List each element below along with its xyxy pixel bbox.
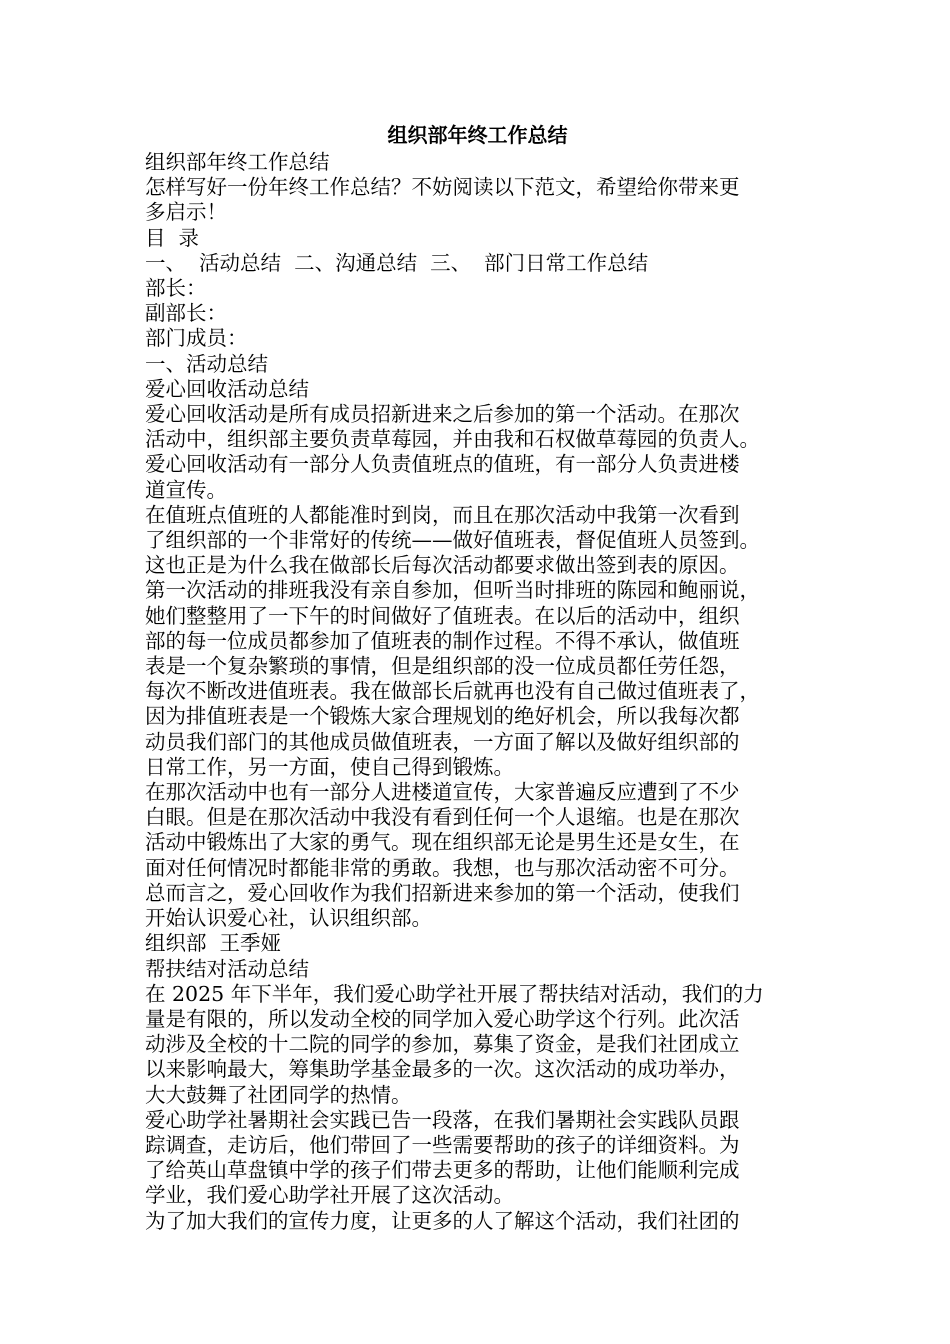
text-line: 每次不断改进值班表。我在做部长后就再也没有自己做过值班表了， [145,679,760,704]
text-line: 在那次活动中也有一部分人进楼道宣传，大家普遍反应遭到了不少 [145,780,740,805]
text-line: 为了加大我们的宣传力度，让更多的人了解这个活动，我们社团的 [145,1208,740,1233]
subsection-1-title: 爱心回收活动总结 [145,376,309,401]
paragraph-7 [145,1108,810,1209]
document-page [145,122,810,1234]
text-line: 在值班点值班的人都能准时到岗，而且在那次活动中我第一次看到 [145,502,740,527]
paragraph-3 [145,578,810,780]
text-line: 总而言之，爱心回收作为我们招新进来参加的第一个活动，使我们 [145,880,740,905]
role-minister: 部长： [145,276,207,301]
intro-paragraph [145,175,810,225]
text-line: 爱心回收活动有一部分人负责值班点的值班，有一部分人负责进楼 [145,452,740,477]
text-line: 日常工作，另一方面，使自己得到锻炼。 [145,754,514,779]
text-line: 爱心助学社暑期社会实践已告一段落，在我们暑期社会实践队员跟 [145,1107,740,1132]
text-line: 第一次活动的排班我没有亲自参加，但听当时排班的陈园和鲍丽说， [145,578,760,603]
text-line: 动涉及全校的十二院的同学的参加，募集了资金，是我们社团成立 [145,1032,740,1057]
paragraph-8 [145,1209,810,1234]
text-line: 以来影响最大，筹集助学基金最多的一次。这次活动的成功举办， [145,1057,740,1082]
text-line: 部的每一位成员都参加了值班表的制作过程。不得不承认，做值班 [145,628,740,653]
text-line: 因为排值班表是一个锻炼大家合理规划的绝好机会，所以我每次都 [145,704,740,729]
text-line: 多启示！ [145,200,227,225]
text-line: 了组织部的一个非常好的传统——做好值班表，督促值班人员签到。 [145,528,760,553]
text-line: 爱心回收活动是所有成员招新进来之后参加的第一个活动。在那次 [145,402,740,427]
document-heading: 组织部年终工作总结 [145,150,330,174]
text-line: 活动中，组织部主要负责草莓园，并由我和石权做草莓园的负责人。 [145,427,760,452]
text-line: 怎样写好一份年终工作总结？不妨阅读以下范文，希望给你带来更 [145,175,740,200]
text-line: 量是有限的，所以发动全校的同学加入爱心助学这个行列。此次活 [145,1006,740,1031]
paragraph-2 [145,503,810,579]
text-line: 面对任何情况时都能非常的勇敢。我想，也与那次活动密不可分。 [145,855,740,880]
document-title: 组织部年终工作总结 [387,123,568,147]
toc-items: 一、 活动总结 二、沟通总结 三、 部门日常工作总结 [145,250,649,275]
text-line: 了给英山草盘镇中学的孩子们带去更多的帮助，让他们能顺利完成 [145,1158,740,1183]
toc-label: 目 录 [145,225,200,250]
role-vice-minister: 副部长： [145,301,227,326]
text-line: 活动中锻炼出了大家的勇气。现在组织部无论是男生还是女生，在 [145,830,740,855]
section-1-title: 一、活动总结 [145,351,268,376]
signature: 组织部 王季娅 [145,931,282,956]
text-line: 动员我们部门的其他成员做值班表，一方面了解以及做好组织部的 [145,729,740,754]
subsection-2-title: 帮扶结对活动总结 [145,956,309,981]
text-line: 这也正是为什么我在做部长后每次活动都要求做出签到表的原因。 [145,553,740,578]
paragraph-6 [145,982,810,1108]
text-line: 表是一个复杂繁琐的事情，但是组织部的没一位成员都任劳任怨， [145,654,740,679]
text-line: 在 2025 年下半年，我们爱心助学社开展了帮扶结对活动，我们的力 [145,981,764,1006]
text-line: 她们整整用了一下午的时间做好了值班表。在以后的活动中，组织 [145,603,740,628]
text-line: 学业，我们爱心助学社开展了这次活动。 [145,1183,514,1208]
text-line: 开始认识爱心社，认识组织部。 [145,906,432,931]
text-line: 大大鼓舞了社团同学的热情。 [145,1082,412,1107]
paragraph-4 [145,780,810,881]
paragraph-5 [145,881,810,931]
role-members: 部门成员： [145,326,248,351]
text-line: 白眼。但是在那次活动中我没有看到任何一个人退缩。也是在那次 [145,805,740,830]
paragraph-1 [145,402,810,503]
text-line: 道宣传。 [145,477,227,502]
text-line: 踪调查，走访后，他们带回了一些需要帮助的孩子的详细资料。为 [145,1132,740,1157]
